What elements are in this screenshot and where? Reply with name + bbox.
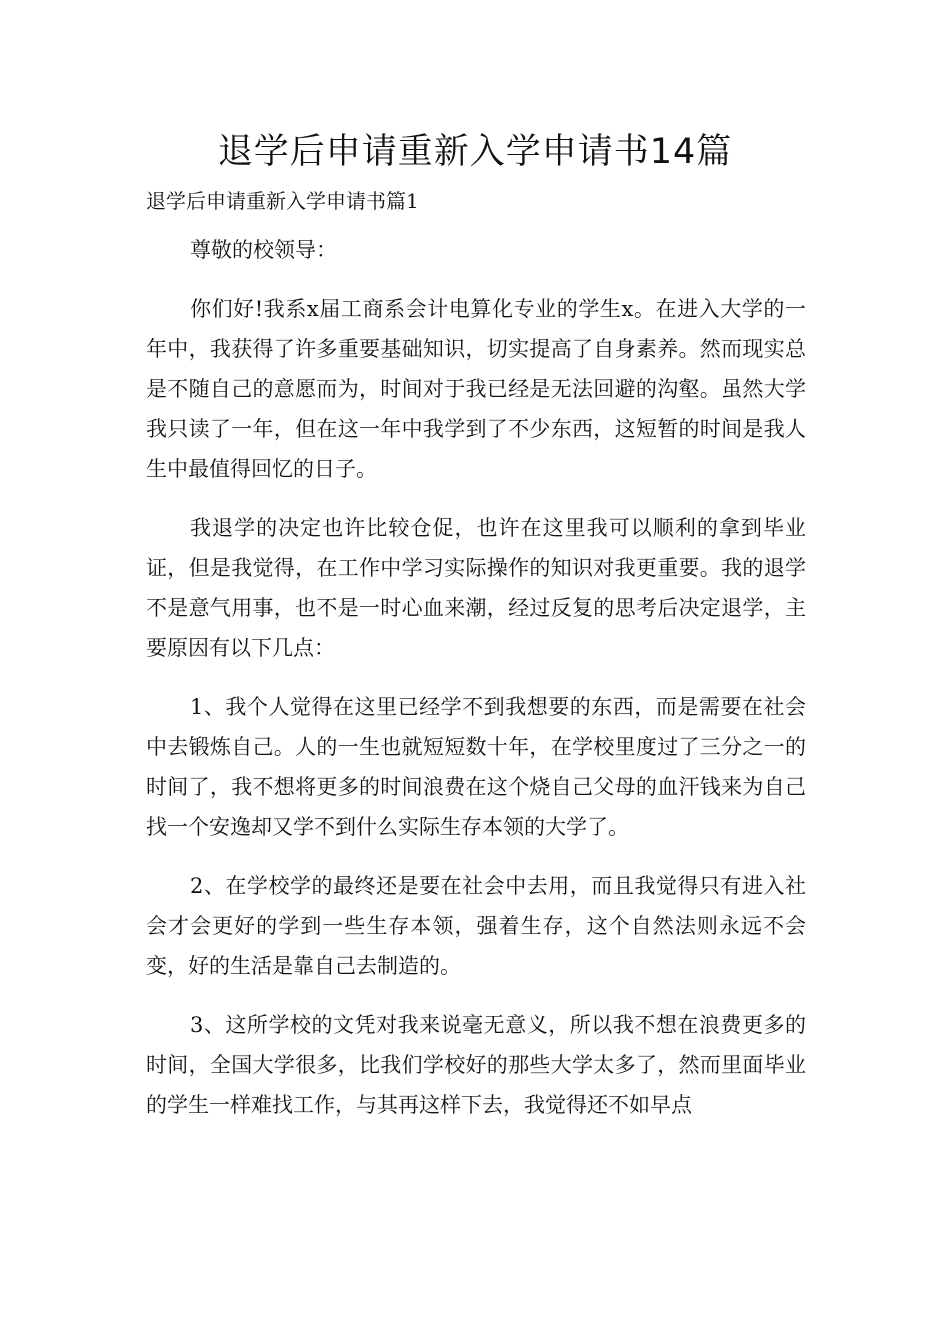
body-paragraph: 我退学的决定也许比较仓促，也许在这里我可以顺利的拿到毕业证，但是我觉得，在工作中学习实际操作的知识对我更重要。我的退学不是意气用事，也不是一时心血来潮，经过反复的思考后决定退学，主要原因有以下几点： xyxy=(146,516,806,660)
reason-paragraph: 2、在学校学的最终还是要在社会中去用，而且我觉得只有进入社会才会更好的学到一些生存本领，强着生存，这个自然法则永远不会变，好的生活是靠自己去制造的。 xyxy=(146,874,806,978)
reason-paragraph: 1、我个人觉得在这里已经学不到我想要的东西，而是需要在社会中去锻炼自己。人的一生也就短短数十年，在学校里度过了三分之一的时间了，我不想将更多的时间浪费在这个烧自己父母的血汗钱来为自己找一个安逸却又学不到什么实际生存本领的大学了。 xyxy=(146,695,806,839)
salutation-paragraph: 尊敬的校领导： xyxy=(190,238,337,262)
document-title: 退学后申请重新入学申请书14篇 xyxy=(217,132,733,172)
section-heading: 退学后申请重新入学申请书篇1 xyxy=(146,189,419,213)
reason-paragraph: 3、这所学校的文凭对我来说毫无意义，所以我不想在浪费更多的时间，全国大学很多，比我们学校好的那些大学太多了，然而里面毕业的学生一样难找工作，与其再这样下去，我觉得还不如早点 xyxy=(146,1013,806,1117)
document-body xyxy=(146,230,806,1144)
body-paragraph: 你们好!我系x届工商系会计电算化专业的学生x。在进入大学的一年中，我获得了许多重要基础知识，切实提高了自身素养。然而现实总是不随自己的意愿而为，时间对于我已经是无法回避的沟壑。虽然大学我只读了一年，但在这一年中我学到了不少东西，这短暂的时间是我人生中最值得回忆的日子。 xyxy=(146,297,806,481)
